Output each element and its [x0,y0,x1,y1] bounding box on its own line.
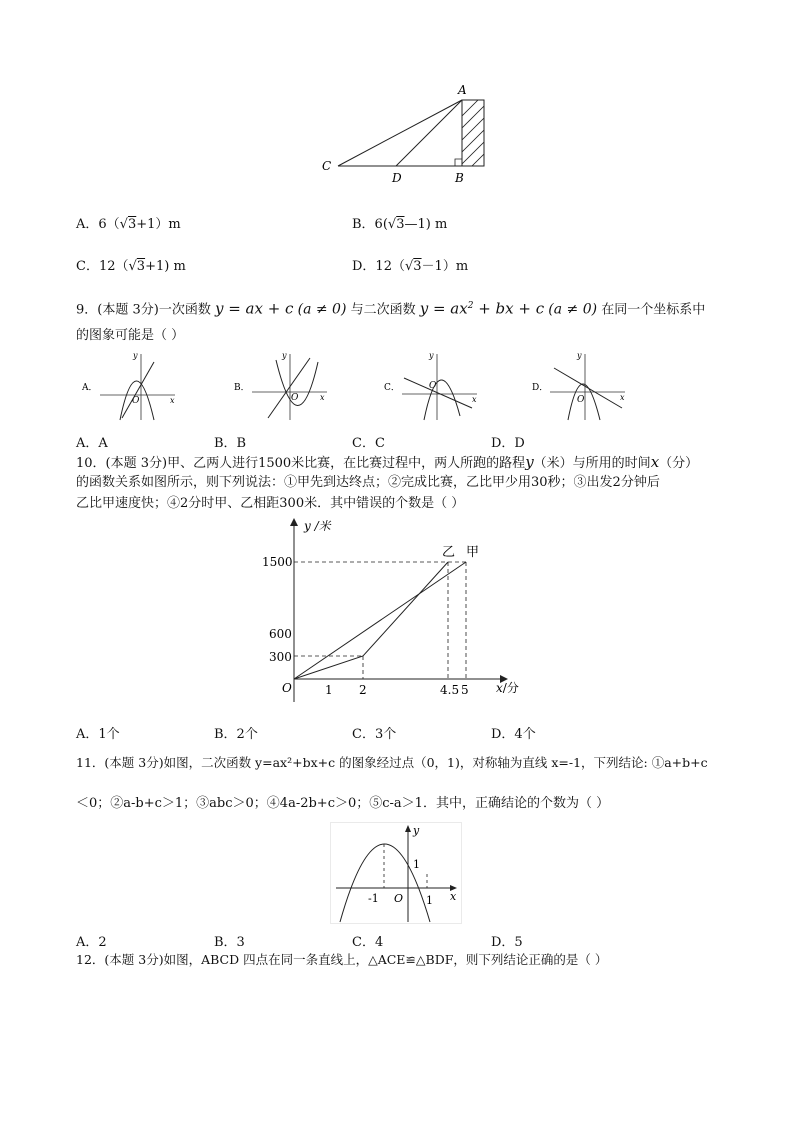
y-tick-600: 600 [269,627,292,641]
q8-option-b[interactable]: B．6(√3—1) m [352,217,448,232]
q9-graph-d[interactable] [530,350,630,422]
parabola [340,844,430,922]
svg-text:x: x [620,393,625,402]
label-D: D [392,171,402,185]
segment-DA [396,100,462,166]
svg-text:O: O [132,396,140,406]
q10-stem-line3: 乙比甲速度快；④2分时甲、乙相距300米．其中错误的个数是（ ） [76,496,465,511]
straight-line [554,368,622,408]
graph-frame [331,823,462,924]
svg-text:O: O [291,393,299,403]
q9-stem-line1: 9．(本题 3分)一次函数 y = ax + c (a ≠ 0) 与二次函数 $y = ax^2$ + bx + c (a ≠ 0) 在同一个坐标系中 [76,299,706,318]
q10-stem-line2: 的函数关系如图所示，则下列说法：①甲先到达终点；②完成比赛，乙比甲少用30秒；③出发2分钟后 [76,475,660,490]
x-tick-5: 5 [461,683,469,697]
q10-race-chart [260,516,540,708]
q9-answer-d[interactable]: D．D [491,436,525,451]
tick-y-1: 1 [413,858,420,871]
q11-answer-a[interactable]: A．2 [76,935,107,950]
q11-answer-c[interactable]: C．4 [352,935,384,950]
straight-line [122,362,154,418]
y-tick-300: 300 [269,650,292,664]
straight-line [404,378,472,408]
q11-stem-line1: 11．(本题 3分)如图，二次函数 y=ax²+bx+c 的图象经过点（0，1)，对称轴为直线 x=-1，下列结论: ①a+b+c [76,755,708,770]
origin-label: O [282,681,292,695]
straight-line [268,358,310,418]
q10-answer-d[interactable]: D．4个 [491,727,536,742]
svg-text:x: x [320,393,325,402]
sqrt-sign: √ [387,217,397,232]
q9-graph-b[interactable] [232,350,332,422]
series-jia-line [294,562,466,679]
q9-stem-line2: 的图象可能是（ ） [76,328,185,343]
svg-text:O: O [429,381,437,391]
q9-answer-c[interactable]: C．C [352,436,385,451]
y-axis-arrow [290,518,298,526]
svg-text:x: x [472,395,477,404]
q8-option-c[interactable]: C．12（√3+1) m [76,259,186,274]
q8-option-d[interactable]: D．12（√3－1）m [352,259,469,274]
label-B: B [455,171,464,185]
sqrt-sign: √ [119,217,128,232]
tick-x-neg1: -1 [368,892,379,905]
label-C: C [322,159,332,173]
q10-answer-a[interactable]: A．1个 [76,727,120,742]
svg-text:x: x [170,396,175,405]
graph-label: C． [384,383,400,393]
q10-answer-b[interactable]: B．2个 [214,727,258,742]
q10-stem-line1: 10．(本题 3分)甲、乙两人进行1500米比赛，在比赛过程中，两人所跑的路程y（米）与所用的时间x（分） [76,453,699,471]
legend-yi: 乙 [442,545,456,560]
q10-answer-c[interactable]: C．3个 [352,727,397,742]
svg-text:O: O [577,395,585,405]
tick-x-1: 1 [426,894,433,907]
segment-CA [338,100,462,166]
q11-parabola-graph [330,822,462,924]
q8-option-a[interactable]: A．6（√3+1）m [76,217,181,232]
x-tick-1: 1 [325,683,333,697]
svg-text:y: y [133,351,138,360]
graph-label: B． [234,383,250,393]
origin-label: O [394,892,404,905]
svg-text:y: y [282,351,287,360]
q11-answer-d[interactable]: D．5 [491,935,523,950]
q12-stem-line1: 12．(本题 3分)如图，ABCD 四点在同一条直线上，△ACE≌△BDF，则下列结论正确的是（ ） [76,952,608,967]
x-axis-label: x/分 [496,681,519,695]
legend-jia: 甲 [466,545,480,560]
sqrt-sign: √ [128,259,137,274]
q9-answer-b[interactable]: B．B [214,436,247,451]
y-tick-1500: 1500 [262,555,293,569]
q11-stem-line2: ＜0；②a-b+c＞1；③abc＞0；④4a-2b+c＞0；⑤c-a＞1．其中，正确结论的个数为（ ） [76,796,610,811]
label-A: A [458,83,467,97]
q9-graph-c[interactable] [382,350,482,422]
x-axis-label: x [450,890,457,903]
y-axis-label: y [413,824,420,837]
graph-label: A． [82,383,98,393]
x-tick-2: 2 [359,683,367,697]
svg-text:y: y [577,351,582,360]
right-angle-mark [455,159,462,166]
series-yi-line [294,562,448,679]
sqrt-sign: √ [404,259,414,274]
graph-label: D． [532,383,549,393]
q11-answer-b[interactable]: B．3 [214,935,245,950]
q9-graph-a[interactable] [80,350,180,422]
x-tick-4-5: 4.5 [440,683,460,697]
q8-triangle-figure [310,78,500,188]
q9-answer-a[interactable]: A．A [76,436,108,451]
y-axis-label: y /米 [304,519,331,533]
y-axis-arrow [405,825,411,832]
svg-text:y: y [429,351,434,360]
